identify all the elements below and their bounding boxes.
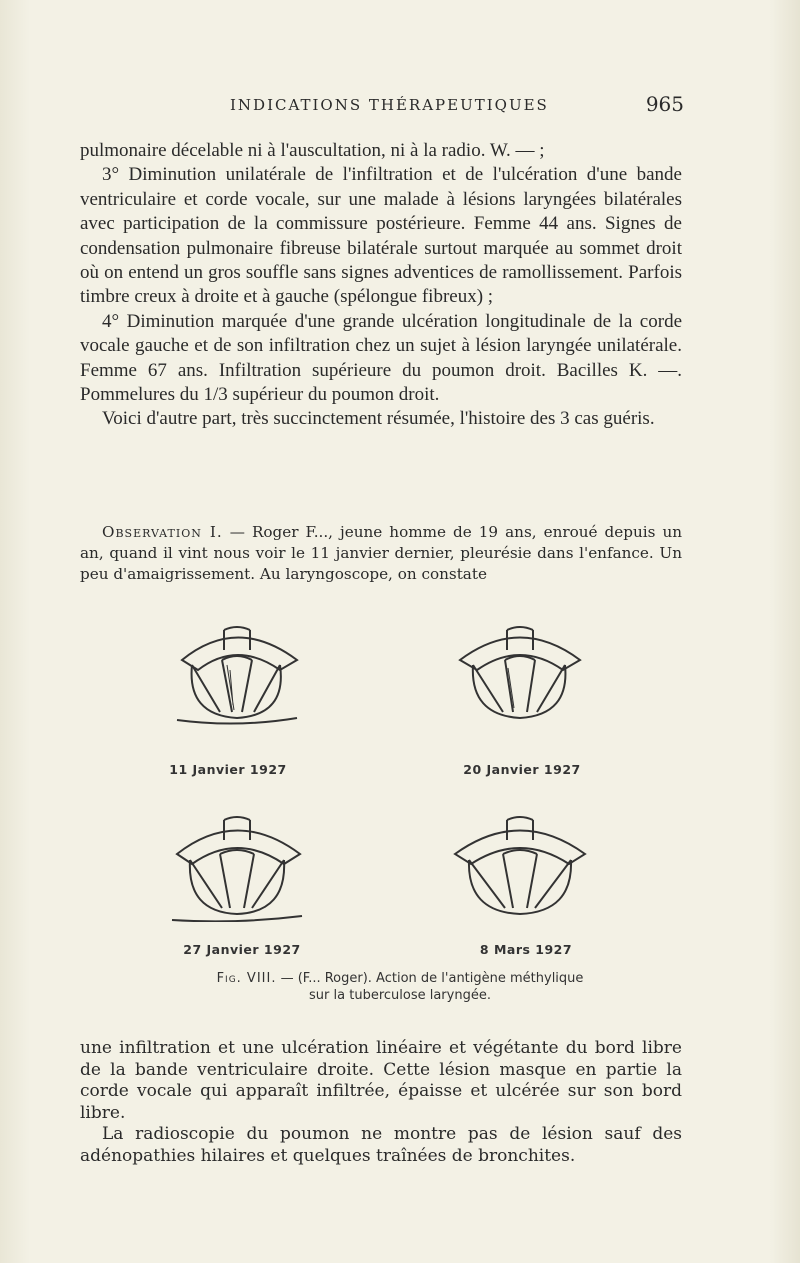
figure-date-3: 27 Janvier 1927 [183,942,301,957]
figure-date-1: 11 Janvier 1927 [169,762,287,777]
larynx-drawing-4 [445,812,595,922]
paragraph: La radioscopie du poumon ne montre pas de lésion sauf des adénopathies hilaires et quelques traînées de bronchites. [80,1124,682,1166]
paragraph: 3° Diminution unilatérale de l'infiltration et de l'ulcération d'une bande ventriculaire et corde vocale, sur une malade à lésions laryngées bilatérales avec participation de la commissure postérieure. Femme 44 ans. Signes de condensation pulmonaire fibreuse bilatérale surtout marquée au sommet droit où on entend un gros souffle sans signes adventices de ramollissement. Parfois timbre creux à droite et à gauche (spélongue fibreux) ; [80,164,682,308]
figure-caption [150,970,650,1004]
figure-date-2: 20 Janvier 1927 [463,762,581,777]
figure-label: Fig. VIII. [216,971,277,986]
figure-caption-line2: sur la tuberculose laryngée. [309,988,491,1003]
larynx-drawing-1 [162,620,312,730]
paragraph: pulmonaire décelable ni à l'auscultation, ni à la radio. W. — ; [80,140,545,161]
page-number: 965 [645,92,684,116]
header-title: INDICATIONS THÉRAPEUTIQUES [230,96,549,114]
larynx-drawing-3 [162,812,312,922]
observation-paragraph [80,522,682,585]
continuation-text [80,1038,682,1167]
paragraph: Voici d'autre part, très succinctement résumée, l'histoire des 3 cas guéris. [102,408,655,430]
observation-text: — Roger F..., jeune homme de 19 ans, enroué depuis un an, quand il vint nous voir le 11 janvier dernier, pleurésie dans l'enfance. Un peu d'amaigrissement. Au laryngoscope, on constate [80,523,683,583]
figure-date-4: 8 Mars 1927 [479,942,573,957]
observation-label: Observation I. [102,523,223,541]
figure-caption-line1: — (F... Roger). Action de l'antigène méthylique [276,971,584,986]
paragraph: une infiltration et une ulcération linéaire et végétante du bord libre de la bande ventriculaire droite. Cette lésion masque en partie la corde vocale qui apparaît infiltrée, épaisse et ulcérée sur son bord libre. [80,1038,682,1123]
larynx-drawing-2 [445,620,595,730]
running-header [80,92,684,126]
main-text [80,139,682,432]
paragraph: 4° Diminution marquée d'une grande ulcération longitudinale de la corde vocale gauche et de son infiltration chez un sujet à lésion laryngée unilatérale. Femme 67 ans. Infiltration supérieure du poumon droit. Bacilles K. —. Pommelures du 1/3 supérieur du poumon droit. [80,310,682,406]
